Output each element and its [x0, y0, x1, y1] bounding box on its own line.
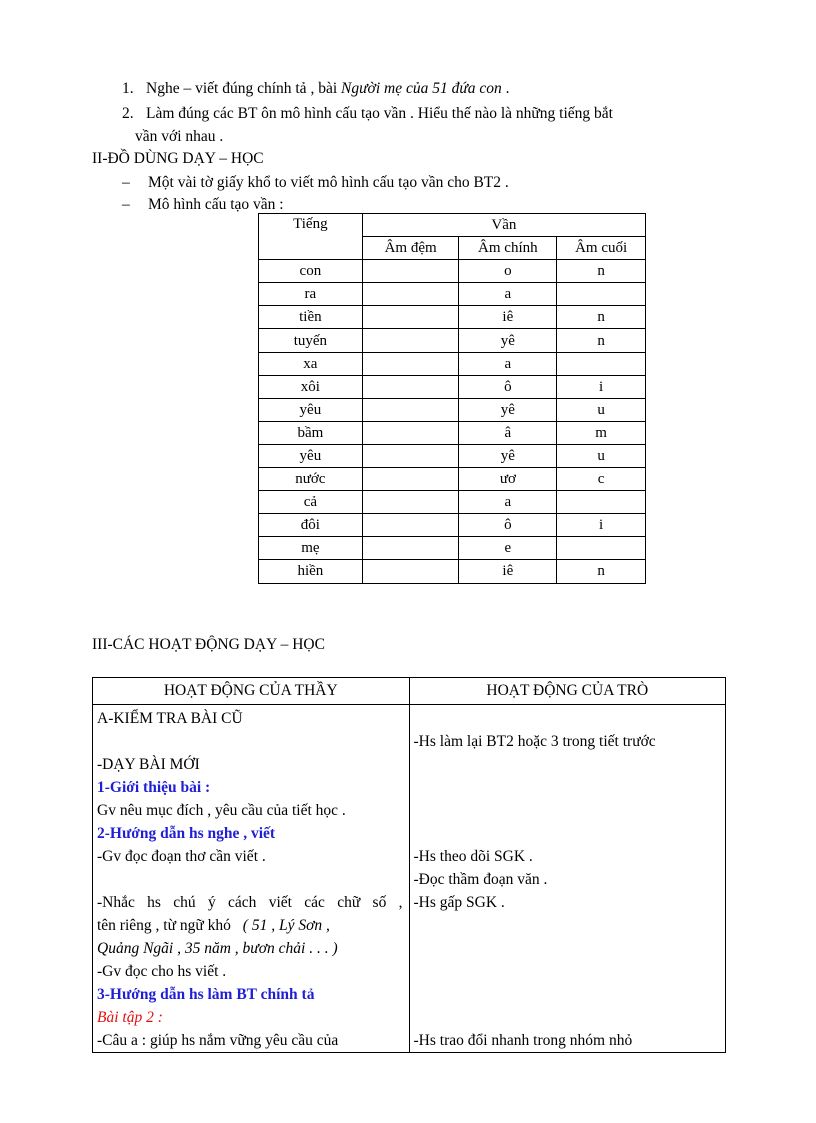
student-follow-text: -Hs theo dõi SGK . — [413, 848, 533, 865]
cell-tieng: ra — [259, 283, 363, 306]
bullet-1: – — [122, 174, 130, 191]
cell-am-dem — [362, 468, 459, 491]
cell-am-chinh: ô — [459, 514, 557, 537]
blank-line — [414, 937, 725, 960]
cell-am-dem — [362, 260, 459, 283]
cell-am-cuoi: m — [557, 421, 646, 444]
cell-am-chinh: a — [459, 491, 557, 514]
step-2-heading: 2-Hướng dẫn hs nghe , viết — [97, 825, 276, 842]
table-row — [259, 398, 646, 421]
cell-tieng: tiền — [259, 306, 363, 329]
step-3-heading: 3-Hướng dẫn hs làm BT chính tả — [97, 986, 315, 1003]
student-read-text: -Đọc thầm đoạn văn . — [413, 871, 548, 888]
cell-am-cuoi: u — [557, 398, 646, 421]
cell-am-chinh: ô — [459, 375, 557, 398]
cell-am-chinh: iê — [459, 560, 557, 583]
blank-line — [414, 753, 725, 776]
cell-am-dem — [362, 444, 459, 467]
cell-am-dem — [362, 283, 459, 306]
material-item-2: Mô hình cấu tạo vần : — [148, 196, 284, 213]
cell-am-cuoi: u — [557, 444, 646, 467]
cell-am-chinh: â — [459, 421, 557, 444]
cell-tieng: đôi — [259, 514, 363, 537]
goal-1-end: . — [501, 80, 510, 97]
cell-am-dem — [362, 421, 459, 444]
teacher-reminder-line-2: tên riêng , từ ngữ khó ( 51 , Lý Sơn , — [97, 917, 330, 934]
cell-am-chinh: o — [459, 260, 557, 283]
cell-tieng: con — [259, 260, 363, 283]
table-row — [259, 537, 646, 560]
header-am-dem: Âm đệm — [362, 237, 459, 260]
cell-tieng: yêu — [259, 398, 363, 421]
cell-am-dem — [362, 329, 459, 352]
table-header-row — [259, 214, 646, 237]
cell-am-chinh: e — [459, 537, 557, 560]
goal-2-number: 2. — [122, 105, 134, 122]
goal-1 — [146, 80, 510, 98]
cell-tieng: xôi — [259, 375, 363, 398]
student-discuss-text: -Hs trao đổi nhanh trong nhóm nhỏ — [413, 1032, 633, 1049]
student-close-book-text: -Hs gấp SGK . — [413, 894, 505, 911]
activity-table — [92, 677, 726, 1053]
header-student-activity: HOẠT ĐỘNG CỦA TRÒ — [409, 678, 725, 705]
student-activity-cell — [409, 705, 725, 1053]
cell-am-chinh: yê — [459, 444, 557, 467]
material-item-1: Một vài tờ giấy khổ to viết mô hình cấu tạo vần cho BT2 . — [148, 174, 509, 191]
cell-am-cuoi: n — [557, 560, 646, 583]
cell-tieng: yêu — [259, 444, 363, 467]
section-b-heading: -DẠY BÀI MỚI — [97, 756, 200, 773]
cell-am-chinh: a — [459, 352, 557, 375]
cell-am-cuoi — [557, 352, 646, 375]
blank-line — [97, 868, 409, 891]
bullet-2: – — [122, 196, 130, 213]
blank-line — [414, 914, 725, 937]
goal-1-number: 1. — [122, 80, 134, 97]
cell-am-cuoi: n — [557, 260, 646, 283]
cell-am-cuoi — [557, 491, 646, 514]
header-am-cuoi: Âm cuối — [557, 237, 646, 260]
cell-tieng: tuyến — [259, 329, 363, 352]
teacher-intro-text: Gv nêu mục đích , yêu cầu của tiết học . — [97, 802, 346, 819]
cell-am-cuoi: c — [557, 468, 646, 491]
activity-header-row — [93, 678, 726, 705]
blank-line — [97, 730, 409, 753]
cell-tieng: bầm — [259, 421, 363, 444]
header-teacher-activity: HOẠT ĐỘNG CỦA THẦY — [93, 678, 410, 705]
cell-am-cuoi — [557, 283, 646, 306]
blank-line — [414, 983, 725, 1006]
goal-1-title: Người mẹ của 51 đứa con — [341, 80, 502, 97]
table-row — [259, 468, 646, 491]
cell-am-chinh: yê — [459, 398, 557, 421]
activity-body-row — [93, 705, 726, 1053]
table-row — [259, 283, 646, 306]
cell-tieng: mẹ — [259, 537, 363, 560]
cell-tieng: xa — [259, 352, 363, 375]
section-3-heading: III-CÁC HOẠT ĐỘNG DẠY – HỌC — [92, 636, 325, 653]
cell-am-cuoi: n — [557, 306, 646, 329]
cell-am-dem — [362, 514, 459, 537]
exercise-a-text: -Câu a : giúp hs nắm vững yêu cầu của — [97, 1032, 339, 1049]
blank-line — [414, 799, 725, 822]
cell-am-dem — [362, 398, 459, 421]
section-a-heading: A-KIỂM TRA BÀI CŨ — [97, 710, 243, 727]
goal-2-line1: Làm đúng các BT ôn mô hình cấu tạo vần . Hiểu thế nào là những tiếng bắt — [146, 105, 613, 122]
cell-am-cuoi: i — [557, 375, 646, 398]
table-row — [259, 444, 646, 467]
table-row — [259, 375, 646, 398]
student-review-text: -Hs làm lại BT2 hoặc 3 trong tiết trước — [413, 733, 656, 750]
exercise-2-heading: Bài tập 2 : — [97, 1009, 163, 1026]
header-am-chinh: Âm chính — [459, 237, 557, 260]
blank-line — [414, 960, 725, 983]
cell-am-cuoi: n — [557, 329, 646, 352]
cell-tieng: hiền — [259, 560, 363, 583]
blank-line — [414, 776, 725, 799]
cell-am-dem — [362, 306, 459, 329]
table-row — [259, 306, 646, 329]
cell-am-dem — [362, 491, 459, 514]
cell-am-dem — [362, 352, 459, 375]
table-row — [259, 514, 646, 537]
blank-line — [414, 707, 725, 730]
cell-am-chinh: iê — [459, 306, 557, 329]
cell-am-dem — [362, 537, 459, 560]
header-tieng: Tiếng — [259, 214, 363, 260]
table-row — [259, 329, 646, 352]
table-row — [259, 421, 646, 444]
cell-am-cuoi — [557, 537, 646, 560]
table-row — [259, 560, 646, 583]
table-row — [259, 260, 646, 283]
table-row — [259, 352, 646, 375]
cell-am-chinh: a — [459, 283, 557, 306]
teacher-reminder-line-1: -Nhắc hs chú ý cách viết các chữ số , — [97, 894, 403, 911]
cell-am-cuoi: i — [557, 514, 646, 537]
step-1-heading: 1-Giới thiệu bài : — [97, 779, 211, 796]
teacher-dictate-text: -Gv đọc cho hs viết . — [97, 963, 227, 980]
teacher-activity-cell — [93, 705, 410, 1053]
cell-am-chinh: yê — [459, 329, 557, 352]
teacher-read-text: -Gv đọc đoạn thơ cần viết . — [97, 848, 266, 865]
cell-am-dem — [362, 560, 459, 583]
table-row — [259, 491, 646, 514]
cell-am-chinh: ươ — [459, 468, 557, 491]
teacher-reminder-line-3: Quảng Ngãi , 35 năm , bươn chải . . . ) — [97, 940, 338, 957]
vowel-structure-table — [258, 213, 646, 584]
blank-line — [414, 822, 725, 845]
section-2-heading: II-ĐỒ DÙNG DẠY – HỌC — [92, 150, 264, 167]
goal-2-line2: vần với nhau . — [135, 128, 224, 145]
cell-tieng: cả — [259, 491, 363, 514]
cell-am-dem — [362, 375, 459, 398]
blank-line — [414, 1006, 725, 1029]
header-van: Vần — [362, 214, 645, 237]
goal-1-text: Nghe – viết đúng chính tả , bài — [146, 80, 341, 97]
cell-tieng: nước — [259, 468, 363, 491]
